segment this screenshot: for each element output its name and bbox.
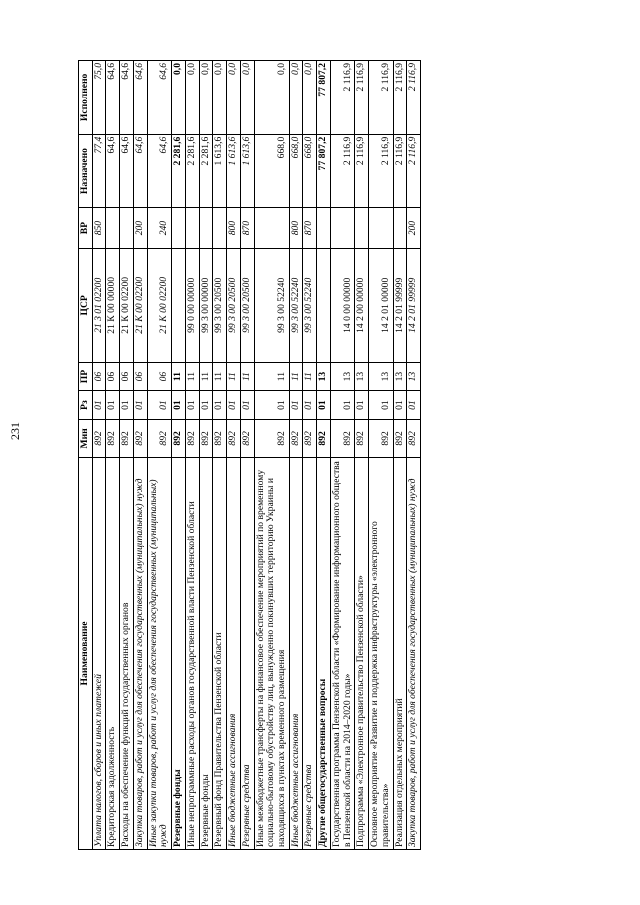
cell-rz: 01 bbox=[369, 391, 393, 420]
cell-naznach: 64,6 bbox=[147, 134, 171, 208]
cell-pr: 11 bbox=[289, 362, 303, 391]
cell-vr bbox=[369, 208, 393, 248]
cell-min: 892 bbox=[317, 419, 331, 457]
cell-naznach: 64,6 bbox=[133, 134, 147, 208]
cell-rz: 01 bbox=[120, 391, 134, 420]
cell-naznach: 2 116,9 bbox=[369, 134, 393, 208]
cell-vr: 850 bbox=[92, 208, 106, 248]
cell-name: Иные закупки товаров, работ и услуг для обеспечения государственных (муниципальных) нужд bbox=[147, 457, 171, 849]
cell-pr: 13 bbox=[355, 362, 369, 391]
cell-name: Иные бюджетные ассигнования bbox=[289, 457, 303, 849]
table-row bbox=[317, 61, 331, 850]
cell-csr: 99 3 00 52240 bbox=[289, 248, 303, 362]
table-row bbox=[289, 61, 303, 850]
cell-pr: 11 bbox=[303, 362, 317, 391]
table-row bbox=[106, 61, 120, 850]
cell-name: Расходы на обеспечение функций государственных органов bbox=[120, 457, 134, 849]
cell-rz: 01 bbox=[227, 391, 241, 420]
cell-rz: 01 bbox=[172, 391, 186, 420]
table-row bbox=[213, 61, 227, 850]
cell-min: 892 bbox=[355, 419, 369, 457]
cell-csr: 99 3 00 20500 bbox=[240, 248, 254, 362]
table-body bbox=[92, 61, 420, 850]
cell-pr: 13 bbox=[393, 362, 407, 391]
cell-min: 892 bbox=[106, 419, 120, 457]
cell-pr: 11 bbox=[254, 362, 289, 391]
cell-ispoln: 77 807,2 bbox=[317, 61, 331, 135]
cell-min: 892 bbox=[172, 419, 186, 457]
cell-min: 892 bbox=[254, 419, 289, 457]
cell-ispoln: 0,0 bbox=[289, 61, 303, 135]
cell-rz: 01 bbox=[289, 391, 303, 420]
cell-pr: 11 bbox=[213, 362, 227, 391]
cell-ispoln: 75,0 bbox=[92, 61, 106, 135]
cell-name: Иные непрограммные расходы органов государственной власти Пензенской области bbox=[185, 457, 199, 849]
header-rz: Рз bbox=[79, 391, 93, 420]
cell-min: 892 bbox=[120, 419, 134, 457]
cell-naznach: 668,0 bbox=[289, 134, 303, 208]
cell-min: 892 bbox=[227, 419, 241, 457]
cell-rz: 01 bbox=[355, 391, 369, 420]
cell-ispoln: 0,0 bbox=[227, 61, 241, 135]
header-naznach: Назначено bbox=[79, 134, 93, 208]
cell-csr: 99 3 00 20500 bbox=[213, 248, 227, 362]
cell-vr bbox=[393, 208, 407, 248]
cell-name: Резервный фонд Правительства Пензенской области bbox=[213, 457, 227, 849]
cell-min: 892 bbox=[330, 419, 354, 457]
cell-ispoln: 0,0 bbox=[213, 61, 227, 135]
cell-vr: 240 bbox=[147, 208, 171, 248]
cell-ispoln: 0,0 bbox=[254, 61, 289, 135]
cell-name: Резервные средства bbox=[303, 457, 317, 849]
header-min: Мин bbox=[79, 419, 93, 457]
table-row bbox=[199, 61, 213, 850]
cell-csr: 14 2 00 00000 bbox=[355, 248, 369, 362]
cell-name: Кредиторская задолженность bbox=[106, 457, 120, 849]
cell-vr bbox=[213, 208, 227, 248]
cell-csr bbox=[172, 248, 186, 362]
cell-pr: 13 bbox=[369, 362, 393, 391]
cell-vr bbox=[330, 208, 354, 248]
table-header-row bbox=[79, 61, 93, 850]
cell-rz: 01 bbox=[92, 391, 106, 420]
cell-vr: 870 bbox=[240, 208, 254, 248]
cell-vr bbox=[317, 208, 331, 248]
cell-naznach: 1 613,6 bbox=[227, 134, 241, 208]
cell-name: Реализация отдельных мероприятий bbox=[393, 457, 407, 849]
cell-min: 892 bbox=[289, 419, 303, 457]
table-row bbox=[227, 61, 241, 850]
cell-csr: 21 К 00 00000 bbox=[106, 248, 120, 362]
cell-name: Государственная программа Пензенской области «Формирование информационного общества в Пензенской области на 2014–2020 годы» bbox=[330, 457, 354, 849]
table-row bbox=[120, 61, 134, 850]
cell-naznach: 2 281,6 bbox=[199, 134, 213, 208]
table-row bbox=[172, 61, 186, 850]
cell-naznach: 2 116,9 bbox=[393, 134, 407, 208]
cell-ispoln: 2 116,9 bbox=[407, 61, 421, 135]
cell-vr: 200 bbox=[407, 208, 421, 248]
cell-csr: 99 0 00 00000 bbox=[185, 248, 199, 362]
cell-ispoln: 64,6 bbox=[106, 61, 120, 135]
table-row bbox=[240, 61, 254, 850]
budget-table bbox=[78, 60, 421, 850]
cell-name: Резервные фонды bbox=[199, 457, 213, 849]
cell-min: 892 bbox=[393, 419, 407, 457]
cell-ispoln: 2 116,9 bbox=[355, 61, 369, 135]
table-row bbox=[254, 61, 289, 850]
cell-min: 892 bbox=[240, 419, 254, 457]
cell-csr: 14 2 01 99999 bbox=[407, 248, 421, 362]
cell-ispoln: 2 116,9 bbox=[393, 61, 407, 135]
rotated-table-container bbox=[78, 60, 421, 850]
table-row bbox=[303, 61, 317, 850]
cell-rz: 01 bbox=[393, 391, 407, 420]
cell-ispoln: 0,0 bbox=[303, 61, 317, 135]
table-row bbox=[185, 61, 199, 850]
cell-naznach: 2 116,9 bbox=[355, 134, 369, 208]
cell-min: 892 bbox=[133, 419, 147, 457]
cell-rz: 01 bbox=[407, 391, 421, 420]
cell-min: 892 bbox=[407, 419, 421, 457]
header-vr: ВР bbox=[79, 208, 93, 248]
cell-naznach: 1 613,6 bbox=[240, 134, 254, 208]
cell-name: Иные межбюджетные трансферты на финансовое обеспечение мероприятий по временному социально-бытовому обустройству лиц, вынужденно покинувших территорию Украины и находящихся в пунктах временного размещения bbox=[254, 457, 289, 849]
cell-rz: 01 bbox=[199, 391, 213, 420]
cell-pr: 11 bbox=[172, 362, 186, 391]
table-row bbox=[355, 61, 369, 850]
cell-csr: 21 К 00 02200 bbox=[120, 248, 134, 362]
table-row bbox=[92, 61, 106, 850]
cell-vr bbox=[106, 208, 120, 248]
cell-pr: 06 bbox=[120, 362, 134, 391]
cell-csr: 99 3 00 52240 bbox=[254, 248, 289, 362]
cell-ispoln: 64,6 bbox=[147, 61, 171, 135]
cell-name: Подпрограмма «Электронное правительство Пензенской области» bbox=[355, 457, 369, 849]
cell-naznach: 2 116,9 bbox=[407, 134, 421, 208]
cell-csr: 14 0 00 00000 bbox=[330, 248, 354, 362]
cell-csr bbox=[317, 248, 331, 362]
cell-naznach: 2 281,6 bbox=[172, 134, 186, 208]
cell-rz: 01 bbox=[330, 391, 354, 420]
cell-name: Иные бюджетные ассигнования bbox=[227, 457, 241, 849]
cell-ispoln: 64,6 bbox=[133, 61, 147, 135]
cell-pr: 13 bbox=[330, 362, 354, 391]
header-pr: ПР bbox=[79, 362, 93, 391]
cell-csr: 99 3 00 20500 bbox=[227, 248, 241, 362]
cell-naznach: 77 807,2 bbox=[317, 134, 331, 208]
cell-rz: 01 bbox=[147, 391, 171, 420]
cell-pr: 06 bbox=[92, 362, 106, 391]
cell-naznach: 668,0 bbox=[303, 134, 317, 208]
cell-ispoln: 2 116,9 bbox=[369, 61, 393, 135]
cell-name: Другие общегосударственные вопросы bbox=[317, 457, 331, 849]
cell-csr: 21 К 00 02200 bbox=[147, 248, 171, 362]
cell-ispoln: 64,6 bbox=[120, 61, 134, 135]
cell-csr: 99 3 00 00000 bbox=[199, 248, 213, 362]
cell-pr: 06 bbox=[106, 362, 120, 391]
cell-rz: 01 bbox=[240, 391, 254, 420]
cell-vr bbox=[185, 208, 199, 248]
cell-csr: 21 3 01 02200 bbox=[92, 248, 106, 362]
header-name: Наименование bbox=[79, 457, 93, 849]
table-row bbox=[330, 61, 354, 850]
cell-name: Закупка товаров, работ и услуг для обеспечения государственных (муниципальных) нужд bbox=[407, 457, 421, 849]
cell-rz: 01 bbox=[133, 391, 147, 420]
cell-rz: 01 bbox=[317, 391, 331, 420]
cell-pr: 06 bbox=[133, 362, 147, 391]
header-ispoln: Исполнено bbox=[79, 61, 93, 135]
cell-vr bbox=[355, 208, 369, 248]
cell-name: Закупка товаров, работ и услуг для обеспечения государственных (муниципальных) нужд bbox=[133, 457, 147, 849]
cell-ispoln: 0,0 bbox=[199, 61, 213, 135]
cell-min: 892 bbox=[92, 419, 106, 457]
cell-csr: 14 2 01 99999 bbox=[393, 248, 407, 362]
cell-csr: 99 3 00 52240 bbox=[303, 248, 317, 362]
cell-pr: 11 bbox=[185, 362, 199, 391]
cell-min: 892 bbox=[185, 419, 199, 457]
cell-rz: 01 bbox=[303, 391, 317, 420]
cell-csr: 14 2 01 00000 bbox=[369, 248, 393, 362]
cell-naznach: 2 281,6 bbox=[185, 134, 199, 208]
cell-min: 892 bbox=[369, 419, 393, 457]
cell-pr: 06 bbox=[147, 362, 171, 391]
cell-pr: 13 bbox=[407, 362, 421, 391]
cell-name: Резервные средства bbox=[240, 457, 254, 849]
cell-ispoln: 0,0 bbox=[240, 61, 254, 135]
cell-min: 892 bbox=[147, 419, 171, 457]
cell-rz: 01 bbox=[213, 391, 227, 420]
table-row bbox=[369, 61, 393, 850]
page-number: 231 bbox=[8, 422, 22, 440]
cell-ispoln: 0,0 bbox=[185, 61, 199, 135]
cell-ispoln: 2 116,9 bbox=[330, 61, 354, 135]
cell-vr bbox=[172, 208, 186, 248]
cell-min: 892 bbox=[199, 419, 213, 457]
header-csr: ЦСР bbox=[79, 248, 93, 362]
cell-naznach: 64,6 bbox=[106, 134, 120, 208]
cell-name: Уплата налогов, сборов и иных платежей bbox=[92, 457, 106, 849]
cell-pr: 11 bbox=[199, 362, 213, 391]
cell-vr bbox=[254, 208, 289, 248]
cell-naznach: 77,4 bbox=[92, 134, 106, 208]
cell-name: Основное мероприятие «Развитие и поддержка инфраструктуры «электронного правительства» bbox=[369, 457, 393, 849]
cell-vr bbox=[199, 208, 213, 248]
cell-pr: 11 bbox=[227, 362, 241, 391]
cell-min: 892 bbox=[213, 419, 227, 457]
table-row bbox=[147, 61, 171, 850]
table-row bbox=[133, 61, 147, 850]
cell-naznach: 668,0 bbox=[254, 134, 289, 208]
cell-pr: 13 bbox=[317, 362, 331, 391]
cell-rz: 01 bbox=[185, 391, 199, 420]
cell-naznach: 1 613,6 bbox=[213, 134, 227, 208]
cell-vr: 800 bbox=[227, 208, 241, 248]
cell-min: 892 bbox=[303, 419, 317, 457]
cell-vr: 800 bbox=[289, 208, 303, 248]
cell-csr: 21 К 00 02200 bbox=[133, 248, 147, 362]
table-row bbox=[407, 61, 421, 850]
cell-name: Резервные фонды bbox=[172, 457, 186, 849]
cell-vr: 870 bbox=[303, 208, 317, 248]
table-row bbox=[393, 61, 407, 850]
cell-naznach: 2 116,9 bbox=[330, 134, 354, 208]
cell-vr: 200 bbox=[133, 208, 147, 248]
cell-rz: 01 bbox=[254, 391, 289, 420]
cell-ispoln: 0,0 bbox=[172, 61, 186, 135]
cell-naznach: 64,6 bbox=[120, 134, 134, 208]
cell-rz: 01 bbox=[106, 391, 120, 420]
cell-vr bbox=[120, 208, 134, 248]
cell-pr: 11 bbox=[240, 362, 254, 391]
